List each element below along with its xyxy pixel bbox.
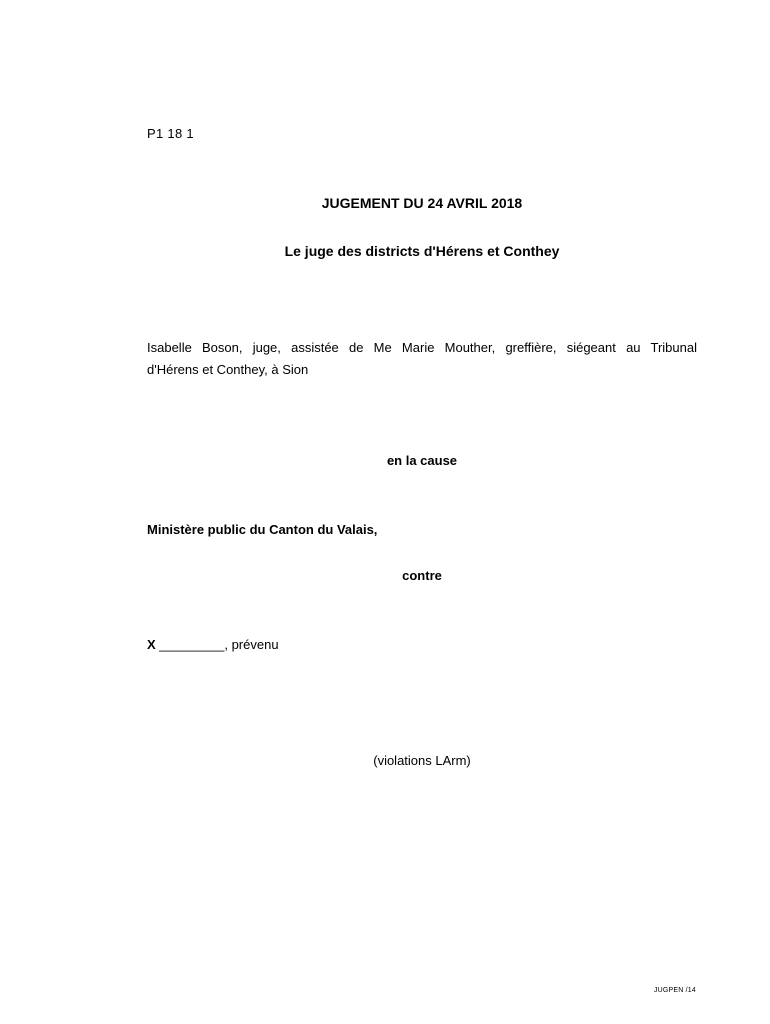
judgment-title: JUGEMENT DU 24 AVRIL 2018 [321,195,523,211]
defendant-role: _________, prévenu [155,637,279,652]
court-composition [147,337,697,381]
defendant-party [147,637,279,652]
court-subtitle: Le juge des districts d'Hérens et Conthey [284,243,560,259]
contre-label: contre [402,568,442,583]
defendant-name: X [147,637,156,652]
footer-form-code: JUGPEN /14 [653,987,696,994]
composition-line-2: d'Hérens et Conthey, à Sion [147,362,309,377]
composition-line-1: Isabelle Boson, juge, assistée de Me Marie Mouther, greffière, siégeant au Tribunal [147,340,697,355]
cause-label: en la cause [386,453,458,468]
case-matter: (violations LArm) [373,753,471,768]
case-reference: P1 18 1 [147,126,194,141]
plaintiff-party: Ministère public du Canton du Valais, [147,522,378,537]
